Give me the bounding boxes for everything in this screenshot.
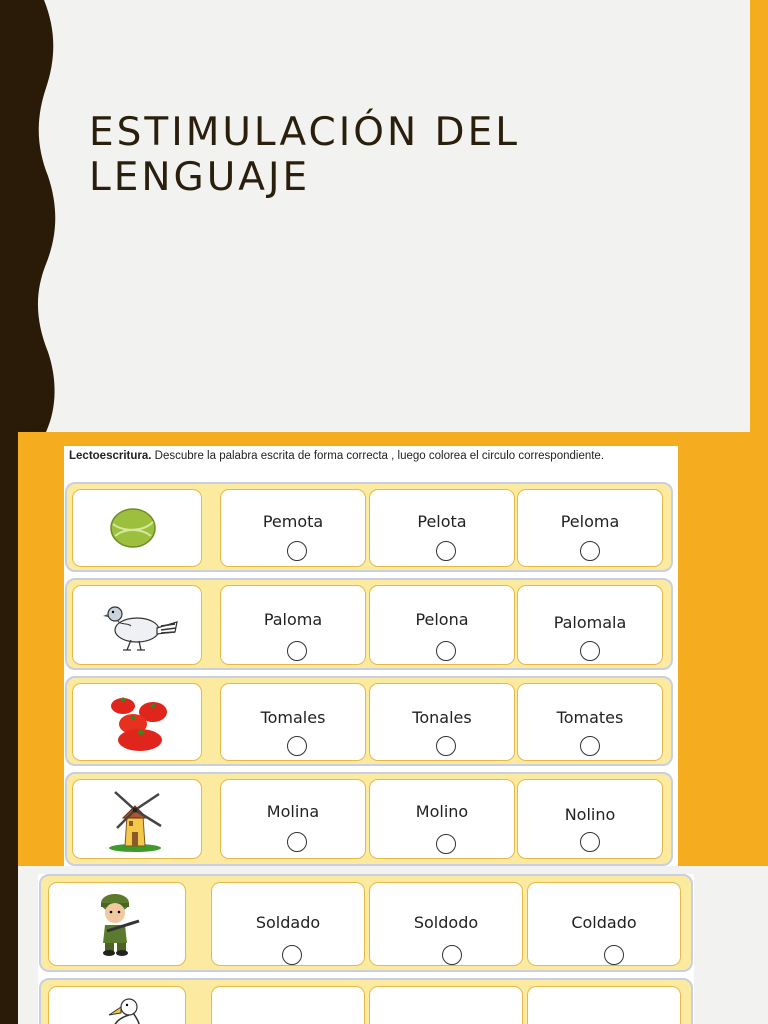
exercise-row xyxy=(65,578,673,670)
option-word: Soldodo xyxy=(413,913,479,932)
worksheet-instruction-text: Descubre la palabra escrita de forma correcta , luego colorea el circulo correspondiente. xyxy=(151,450,605,462)
option-cell[interactable] xyxy=(220,585,366,665)
option-word: Tonales xyxy=(412,708,472,727)
answer-circle[interactable] xyxy=(604,945,624,965)
picture-cell xyxy=(48,986,186,1024)
worksheet-continued xyxy=(38,874,694,1024)
answer-circle[interactable] xyxy=(436,834,456,854)
dark-side-bar xyxy=(0,432,18,866)
exercise-row xyxy=(65,676,673,766)
option-cell[interactable] xyxy=(369,489,515,567)
option-cell[interactable] xyxy=(527,986,681,1024)
exercise-row xyxy=(39,874,693,972)
option-word: Peloma xyxy=(560,512,620,531)
option-cell[interactable] xyxy=(211,986,365,1024)
answer-circle[interactable] xyxy=(436,736,456,756)
answer-circle[interactable] xyxy=(436,541,456,561)
option-cell[interactable] xyxy=(369,585,515,665)
option-word: Pemota xyxy=(262,512,324,531)
option-word: Molina xyxy=(266,802,320,821)
worksheet-heading: Lectoescritura. xyxy=(69,450,152,462)
option-word: Tomates xyxy=(556,708,624,727)
option-word: Nolino xyxy=(564,805,616,824)
answer-circle[interactable] xyxy=(580,541,600,561)
option-cell[interactable] xyxy=(220,489,366,567)
option-cell[interactable] xyxy=(517,779,663,859)
option-word: Pelota xyxy=(417,512,467,531)
option-word: Soldado xyxy=(255,913,321,932)
answer-circle[interactable] xyxy=(442,945,462,965)
option-cell[interactable] xyxy=(220,683,366,761)
option-cell[interactable] xyxy=(517,489,663,567)
picture-cell xyxy=(72,779,202,859)
picture-cell xyxy=(48,882,186,966)
option-cell[interactable] xyxy=(517,585,663,665)
soldier-icon xyxy=(93,891,143,957)
option-cell[interactable] xyxy=(220,779,366,859)
option-cell[interactable] xyxy=(517,683,663,761)
pigeon-icon xyxy=(101,600,181,656)
option-cell[interactable] xyxy=(211,882,365,966)
orange-accent-bar xyxy=(750,0,768,432)
slide-title-line1: ESTIMULACIÓN DEL xyxy=(89,110,520,155)
option-word: Palomala xyxy=(553,613,627,632)
windmill-icon xyxy=(107,788,169,854)
option-word: Pelona xyxy=(415,610,469,629)
exercise-row xyxy=(65,482,673,572)
option-cell[interactable] xyxy=(369,683,515,761)
option-cell[interactable] xyxy=(369,986,523,1024)
picture-cell xyxy=(72,489,202,567)
answer-circle[interactable] xyxy=(436,641,456,661)
answer-circle[interactable] xyxy=(580,832,600,852)
option-cell[interactable] xyxy=(527,882,681,966)
exercise-row xyxy=(65,772,673,866)
answer-circle[interactable] xyxy=(580,736,600,756)
slide-title xyxy=(89,110,729,200)
answer-circle[interactable] xyxy=(287,736,307,756)
answer-circle[interactable] xyxy=(287,541,307,561)
option-word: Paloma xyxy=(263,610,323,629)
wavy-border-decoration xyxy=(0,0,60,432)
worksheet-slide xyxy=(0,432,768,866)
option-word: Coldado xyxy=(571,913,637,932)
exercise-row xyxy=(39,978,693,1024)
answer-circle[interactable] xyxy=(580,641,600,661)
worksheet-slide-2 xyxy=(0,866,768,1024)
worksheet-instructions xyxy=(69,450,604,462)
option-cell[interactable] xyxy=(369,779,515,859)
option-cell[interactable] xyxy=(369,882,523,966)
ball-icon xyxy=(109,506,157,550)
dark-side-bar xyxy=(0,866,18,1024)
option-word: Molino xyxy=(415,802,469,821)
title-slide xyxy=(0,0,768,432)
answer-circle[interactable] xyxy=(287,641,307,661)
option-word: Tomales xyxy=(260,708,326,727)
slide-title-line2: LENGUAJE xyxy=(89,155,311,200)
worksheet xyxy=(64,446,678,866)
pelican-icon xyxy=(105,993,145,1024)
answer-circle[interactable] xyxy=(287,832,307,852)
picture-cell xyxy=(72,683,202,761)
picture-cell xyxy=(72,585,202,665)
answer-circle[interactable] xyxy=(282,945,302,965)
tomatoes-icon xyxy=(107,692,173,756)
